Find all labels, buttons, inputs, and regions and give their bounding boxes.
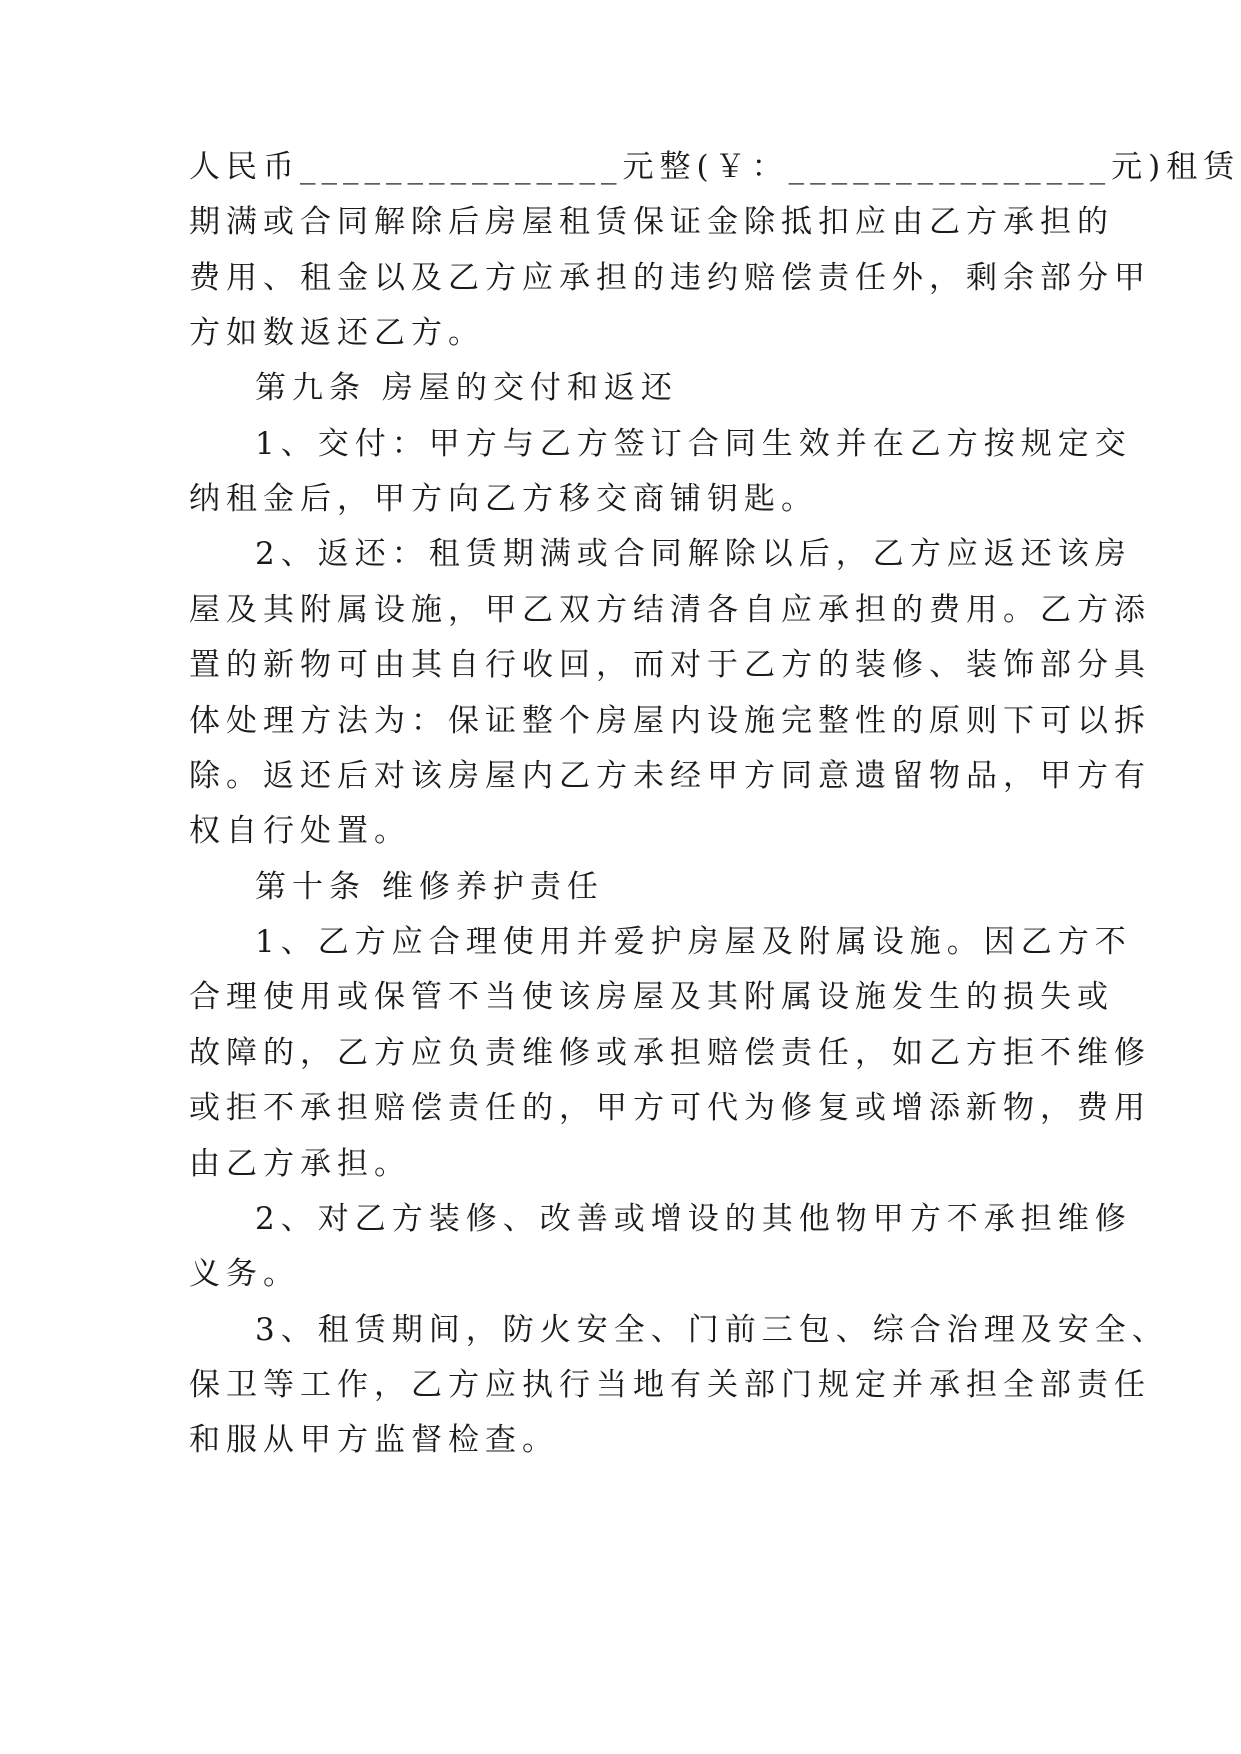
- text-line: 由乙方承担。: [189, 1146, 411, 1182]
- text-line: 屋及其附属设施，甲乙双方结清各自应承担的费用。乙方添: [189, 592, 1151, 628]
- text-line: 2、返还：租赁期满或合同解除以后，乙方应返还该房: [255, 536, 1132, 572]
- text-line: 2、对乙方装修、改善或增设的其他物甲方不承担维修: [255, 1201, 1132, 1237]
- section-heading: 第九条 房屋的交付和返还: [255, 370, 678, 406]
- text-line: 合理使用或保管不当使该房屋及其附属设施发生的损失或: [189, 979, 1114, 1015]
- text-line: 义务。: [189, 1256, 300, 1292]
- text-line: 1、交付：甲方与乙方签订合同生效并在乙方按规定交: [255, 426, 1132, 462]
- text-line: 和服从甲方监督检查。: [189, 1422, 559, 1458]
- text-line: 纳租金后，甲方向乙方移交商铺钥匙。: [189, 481, 818, 517]
- text-line: 保卫等工作，乙方应执行当地有关部门规定并承担全部责任: [189, 1367, 1151, 1403]
- text-line: 3、租赁期间，防火安全、门前三包、综合治理及安全、: [255, 1312, 1169, 1348]
- section-heading: 第十条 维修养护责任: [255, 869, 604, 905]
- text-line: 置的新物可由其自行收回，而对于乙方的装修、装饰部分具: [189, 647, 1151, 683]
- text-line: 权自行处置。: [189, 813, 411, 849]
- text-line: 1、乙方应合理使用并爱护房屋及附属设施。因乙方不: [255, 924, 1132, 960]
- text-line: 除。返还后对该房屋内乙方未经甲方同意遗留物品，甲方有: [189, 758, 1151, 794]
- text-line: 或拒不承担赔偿责任的，甲方可代为修复或增添新物，费用: [189, 1090, 1151, 1126]
- text-line: 故障的，乙方应负责维修或承担赔偿责任，如乙方拒不维修: [189, 1035, 1151, 1071]
- text-line: 费用、租金以及乙方应承担的违约赔偿责任外，剩余部分甲: [189, 260, 1151, 296]
- text-line: 人民币_______________元整(￥：_______________元)租赁: [189, 149, 1241, 185]
- text-line: 体处理方法为：保证整个房屋内设施完整性的原则下可以拆: [189, 703, 1151, 739]
- text-line: 期满或合同解除后房屋租赁保证金除抵扣应由乙方承担的: [189, 204, 1114, 240]
- text-line: 方如数返还乙方。: [189, 315, 485, 351]
